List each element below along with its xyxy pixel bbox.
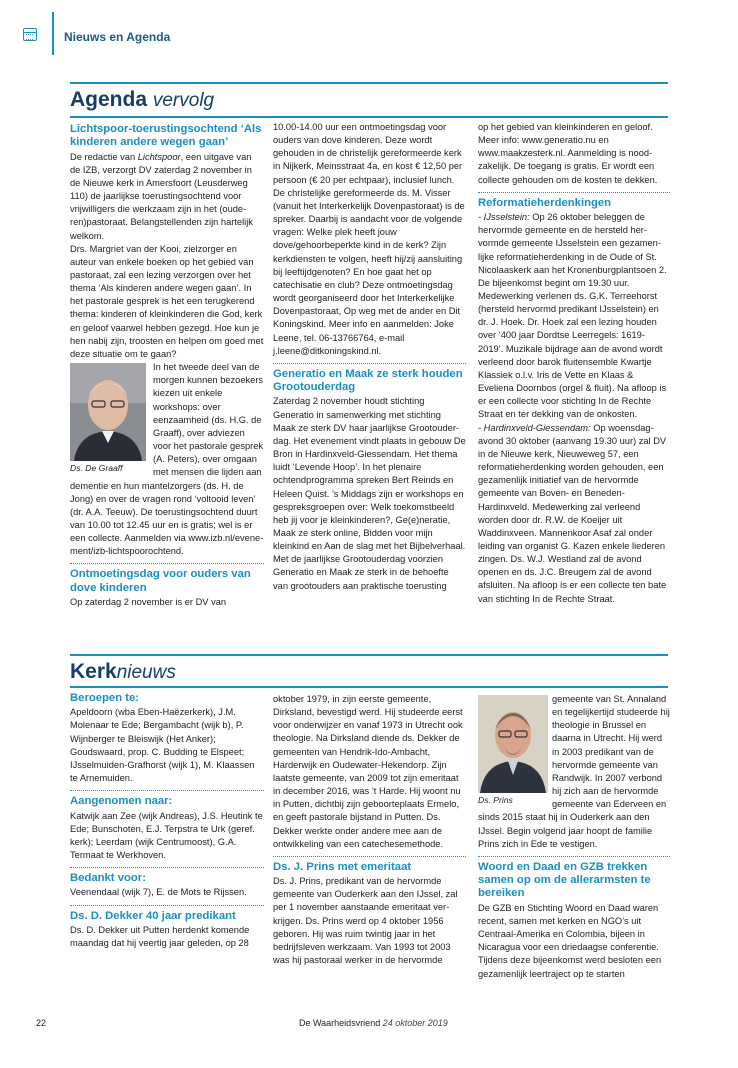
article-text: Op zaterdag 2 november is er DV van <box>70 597 227 608</box>
publication-date: 24 oktober 2019 <box>382 1018 448 1028</box>
kerknieuws-column-1 <box>70 690 264 950</box>
publication-name: De Waarheidsvriend <box>299 1018 381 1028</box>
article-heading: Woord en Daad en GZB trekken samen op om de allerarmsten te bereiken <box>478 860 651 900</box>
agenda-title: Agenda vervolg <box>70 88 215 111</box>
photo-prins <box>478 695 548 806</box>
article-text: Drs. Margriet van der Kooi, zielzorger en auteur van enkele boeken op het gebied van pastoraat, zal een lezing verzorgen over het thema ‘Als kinderen andere wegen gaan’. In het pastorale gesprek is het een terugkerend thema: kinderen of kleinkinderen die God, kerk en geloof vaarwel hebben gezegd. Hoe kun je hen nabij zijn, troosten en helpen om goed met deze situatie om te gaan? <box>70 243 264 359</box>
kerknieuws-rule <box>70 654 668 656</box>
article-text: gemeente van St. Annaland en tegelijkertijd studeerde hij theologie in Brussel en daarna in Utrecht. Hij werd in 2003 predikant van de hervormde gemeente van Randwijk. In 2007 verbond hij zich aan de hervormde gemeente van Ederveen en sinds 2015 staat hij in Ouderkerk aan den IJssel. Begin volgend jaar hoopt de familie Prins zich in Ede te vestigen. <box>478 694 670 849</box>
article-heading: Ds. D. Dekker 40 jaar predikant <box>70 909 236 922</box>
article-text: In het tweede deel van de morgen kunnen bezoekers kiezen uit enkele workshops: over eenzaamheid (ds. H.G. de Graaff), over adviezen voor het pastorale gesprek (A. Peters), over omgaan met mensen die lijden aan dementie en hun mantelzorgers (ds. H. de Jong) en over de vragen rond ‘voltooid leven’ (dr. A.A. Teeuw). De toerustingsochtend duurt van 10.00 tot 12.45 uur en is gratis; wel is er een collecte. Aanmelden via www.izb.nl/evenement/izb-lichtspoorochtend. <box>70 362 264 557</box>
article-text: - Hardinxveld-Giessendam: Op woensdagavond 30 oktober (aanvang 19.30 uur) zal DV in de Nieuwe kerk, Nieuweweg 57, een reformatieherdenking worden gehouden, een gezamenlijk initiatief van de hervormde gemeente van Boven- en Beneden-Hardinxveld. Medewerking zal verleend worden door dr. R.W. de Koeijer uit Waddinxveen. Mannenkoor Asaf zal onder leiding van organist G. Kazen enkele liederen zingen. Ds. W.J. Westland zal de avond openen en ds. J.C. Breugem zal de avond afsluiten. Na afloop is er een collecte ten bate van stichting In de Rechte Straat. <box>478 422 667 604</box>
article-heading: Bedankt voor: <box>70 872 146 885</box>
photo-caption: Ds. De Graaff <box>70 463 123 474</box>
photo-caption: Ds. Prins <box>478 795 513 805</box>
agenda-rule-bottom <box>70 116 668 118</box>
portrait-image <box>478 695 548 793</box>
article-text: De redactie van Lichtspoor, een uitgave van de IZB, verzorgt DV zaterdag 2 november in de Nieuwe kerk in Amersfoort (Leusderweg 110) de jaarlijkse toerustingsochtend voor vrijwilligers die werkzaam zijn in het (ouderen)pastoraat. Belangstellenden zijn hartelijk welkom. <box>70 151 253 241</box>
article-heading: Generatio en Maak ze sterk houden Grootouderdag <box>273 367 463 394</box>
dotted-divider <box>273 856 466 857</box>
dotted-divider <box>273 363 466 364</box>
article-text: 10.00-14.00 uur een ontmoetingsdag voor ouders van dove kinderen. Deze wordt gehouden in de christelijk gereformeerde kerk in Nijkerk, Meinsstraat 4a, en kost € 12,50 per persoon (€ 20 per echtpaar), inclusief lunch. De christelijke gereformeerde ds. M. Visser (vanuit het Interkerkelijk Dovenpastoraat) is de spreker. Daarbij is aandacht voor de volgende vragen: Welke plek heeft jouw dove/gehoorbeperkte kind in de kerk? Zijn kerkdiensten te volgen, heeft hij/zij aansluiting bij leeftijdgenoten? En hoe gaat het op catechisatie en club? Deze ontmoetingsdag wordt georganiseerd door het Interkerkelijke Dovenpastoraat, Op weg met de ander en Dit Koningskind. Meer info en aanmelden: Joke Leene, tel. 06-13766764, e-mail j.leene@ditkoningskind.nl. <box>273 122 465 356</box>
article-heading: Beroepen te: <box>70 692 140 704</box>
article-heading: Ds. J. Prins met emeritaat <box>273 860 412 873</box>
article-heading: Lichtspoor-toerustingsochtend ‘Als kinderen andere wegen gaan’ <box>70 123 262 149</box>
article-text: Ds. J. Prins, predikant van de hervormde gemeente van Ouderkerk aan den IJssel, zal per 1 november aanstaande emeritaat verkrijgen. Ds. Prins werd op 4 oktober 1956 geboren. Hij was ruim twintig jaar in het bedrijfsleven werkzaam. Van 1993 tot 2003 was hij pastoraal werker in de hervormde <box>273 876 458 966</box>
article-heading: Reformatieherdenkingen <box>478 196 612 209</box>
article-heading: Aangenomen naar: <box>70 795 173 808</box>
dotted-divider <box>478 856 670 857</box>
portrait-image <box>70 363 146 461</box>
section-label: Nieuws en Agenda <box>64 30 171 44</box>
article-text: Apeldoorn (wba Eben-Haëzerkerk), J.M. Molenaar te Ede; Bergambacht (wijk b), P. Wijnberger te Bleiswijk (Het Anker); Goudswaard, prop. C. Budding te Elspeet; IJsselmuiden-Grafhorst (wijk 1), M. Klaassen te Arnemuiden. <box>70 707 255 784</box>
kerknieuws-column-2 <box>273 693 466 967</box>
agenda-column-1 <box>70 121 264 609</box>
dotted-divider <box>70 790 264 791</box>
article-text: oktober 1979, in zijn eerste gemeente, Dirksland, bevestigd werd. Hij studeerde eerst voor onderwijzer en vanaf 1973 in Utrecht ook theologie. Na Dirksland diende ds. Dekker de gemeenten van Hendrik-Ido-Ambacht, Harderwijk en Oudewater-Hekendorp. Zijn laatste gemeente, van 2009 tot zijn emeritaat in december 2016, was ’t Harde. Hij woont nu in Putten, dichtbij zijn geboorteplaats Ermelo, en geeft pastorale bijstand in Putten. Ds. Dekker werkte onder andere mee aan de ontwikkeling van een catechesemethode. <box>273 694 463 849</box>
article-text: Zaterdag 2 november houdt stichting Generatio in samenwerking met stichting Maak ze sterk DV haar jaarlijkse Grootouderdag. Het evenement vindt plaats in gebouw De Bron in Hardinxveld-Giessendam. Het thema luidt ‘Levende Hoop’. In het plenaire ochtendprogramma spreken Bert Reinds en Heleen Quist. ’s Middags zijn er workshops en gespreksgroepen over: Welk toekomstbeeld heb jij voor je kleinkinderen?, Ge(e)neratie, Maak ze sterk online, Bidden voor mijn kleinkind en Aan de slag met het Bijbelverhaal. <box>273 396 466 552</box>
page-number: 22 <box>36 1018 47 1028</box>
agenda-column-3 <box>478 121 670 606</box>
calendar-icon <box>23 28 37 41</box>
article-text: Ds. D. Dekker uit Putten herdenkt komende maandag dat hij veertig jaar geleden, op 28 <box>70 924 250 949</box>
article-heading: Ontmoetingsdag voor ouders van dove kinderen <box>70 568 251 594</box>
page-header <box>0 0 738 55</box>
dotted-divider <box>70 867 264 868</box>
kerknieuws-title: Kerknieuws <box>70 660 176 683</box>
article-text: De GZB en Stichting Woord en Daad waren recent, samen met kerken en NGO’s uit Centraal-Amerika en Colombia, bijeen in Nicaragua voor een driedaagse conferentie. Tijdens deze bijeenkomst werd besloten een gezamenlijk leertraject op te starten <box>478 902 662 979</box>
article-text: Veenendaal (wijk 7), E. de Mots te Rijssen. <box>70 887 247 898</box>
article-text: - IJsselstein: Op 26 oktober beleggen de hervormde gemeente en de hersteld hervormde gemeente IJsselstein een gezamenlijke reformatieherdenking in de Oude of St. Nicolaaskerk aan het Kronenburgplantsoen 2. De bijeenkomst begint om 19.30 uur. Medewerking verlenen ds. G.K. Terreehorst (hersteld hervormd predikant IJsselstein) en dr. J. Hoek. Dr. Hoek zal een lezing houden over ‘400 jaar Dordtse Leerregels: 1619-2019’. Muzikale bijdrage aan de avond wordt verleend door barok fluitensemble Kwartje Klassiek o.l.v. Iris de Vette en Klaas & Eveliena Doornbos (orgel & fluit). Na afloop is er een collecte voor stichting In de Rechte Straat en ter dekking van de onkosten. <box>478 212 667 420</box>
article-text: Met de jaarlijkse Grootouderdag voorzien Generatio en Maak ze sterk in de behoefte van grootouders aan praktische toerusting <box>273 554 449 591</box>
header-divider <box>52 12 54 55</box>
dotted-divider <box>70 563 264 564</box>
photo-de-graaff <box>70 363 148 474</box>
dotted-divider <box>70 905 264 906</box>
article-text: op het gebied van kleinkinderen en geloof. Meer info: www.generatio.nu en www.maakzesterk.nl. Aanmelding is noodzakelijk. De toegang is gratis. Er wordt een collecte gehouden om de kosten te dekken. <box>478 122 658 185</box>
dotted-divider <box>478 192 670 193</box>
publication-footer <box>299 1018 448 1028</box>
agenda-rule <box>70 82 668 84</box>
kerknieuws-rule-bottom <box>70 686 668 688</box>
kerknieuws-column-3 <box>478 693 670 981</box>
agenda-column-2 <box>273 121 466 593</box>
article-text: Katwijk aan Zee (wijk Andreas), J.S. Heutink te Ede; Bunschoten, E.J. Terpstra te Urk (geref. kerk); Leerdam (wijk Centrumoost), G.A. Termaat te Werkhoven. <box>70 810 263 860</box>
